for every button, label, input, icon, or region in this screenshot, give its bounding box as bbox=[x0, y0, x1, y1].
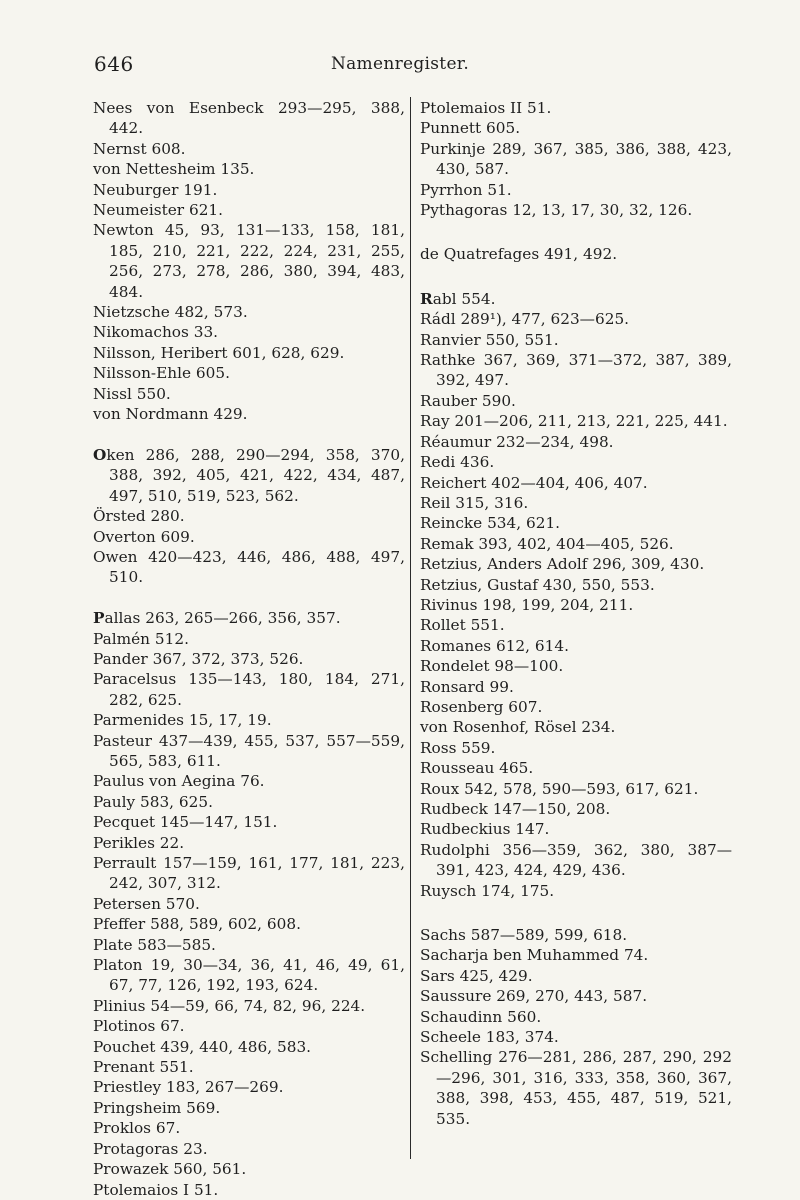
index-entry: Ruysch 174, 175. bbox=[420, 881, 555, 900]
index-entry: Oken 286, 288, 290—294, 358, 370, 388, 392, 405, 421, 422, 434, 487, 497, 510, 519, 523, 562. bbox=[93, 445, 405, 505]
index-entry: Neuburger 191. bbox=[93, 180, 218, 199]
index-entry: Saussure 269, 270, 443, 587. bbox=[420, 987, 648, 1006]
column-divider bbox=[410, 97, 411, 1159]
index-entry: Newton 45, 93, 131—133, 158, 181, 185, 210, 221, 222, 224, 231, 255, 256, 273, 278, 286, 380, 394, 483, 484. bbox=[93, 221, 405, 301]
group-p bbox=[93, 608, 405, 1200]
index-entry: Nietzsche 482, 573. bbox=[93, 303, 248, 322]
group-gap bbox=[93, 425, 405, 445]
index-entry: von Rosenhof, Rösel 234. bbox=[420, 718, 616, 737]
index-entry: von Nettesheim 135. bbox=[93, 160, 255, 179]
index-entry: Pfeffer 588, 589, 602, 608. bbox=[93, 915, 301, 934]
index-entry: Rathke 367, 369, 371—372, 387, 389, 392, 497. bbox=[420, 351, 732, 390]
index-entry: Rollet 551. bbox=[420, 616, 505, 635]
index-entry: Rousseau 465. bbox=[420, 759, 534, 778]
index-entry: Réaumur 232—234, 498. bbox=[420, 432, 614, 451]
index-entry: Rosenberg 607. bbox=[420, 697, 543, 716]
left-column bbox=[93, 98, 405, 1200]
index-entry: Romanes 612, 614. bbox=[420, 636, 569, 655]
index-entry: Redi 436. bbox=[420, 453, 495, 472]
group-r bbox=[420, 289, 732, 901]
index-entry: Petersen 570. bbox=[93, 894, 200, 913]
index-entry: Pringsheim 569. bbox=[93, 1098, 221, 1117]
index-entry: Pecquet 145—147, 151. bbox=[93, 813, 278, 832]
index-entry: Retzius, Gustaf 430, 550, 553. bbox=[420, 575, 655, 594]
index-entry: Perikles 22. bbox=[93, 833, 185, 852]
index-entry: Ray 201—206, 211, 213, 221, 225, 441. bbox=[420, 412, 728, 431]
index-entry: Rondelet 98—100. bbox=[420, 657, 564, 676]
index-entry: Overton 609. bbox=[93, 527, 195, 546]
index-entry: Rabl 554. bbox=[420, 289, 496, 308]
index-entry: Ronsard 99. bbox=[420, 677, 514, 696]
index-entry: Plinius 54—59, 66, 74, 82, 96, 224. bbox=[93, 996, 366, 1015]
index-entry: Ross 559. bbox=[420, 738, 496, 757]
index-entry: Nilsson, Heribert 601, 628, 629. bbox=[93, 343, 345, 362]
group-gap bbox=[420, 220, 732, 244]
index-entry: Roux 542, 578, 590—593, 617, 621. bbox=[420, 779, 699, 798]
index-entry: Nissl 550. bbox=[93, 384, 171, 403]
index-entry: Sachs 587—589, 599, 618. bbox=[420, 926, 628, 945]
index-entry: Pander 367, 372, 373, 526. bbox=[93, 649, 304, 668]
index-entry: Proklos 67. bbox=[93, 1119, 181, 1138]
index-entry: Reincke 534, 621. bbox=[420, 514, 561, 533]
index-entry: Remak 393, 402, 404—405, 526. bbox=[420, 534, 674, 553]
group-p-cont bbox=[420, 98, 732, 220]
group-gap bbox=[420, 901, 732, 925]
index-entry: Ranvier 550, 551. bbox=[420, 330, 559, 349]
index-entry: Nilsson-Ehle 605. bbox=[93, 364, 230, 383]
index-entry: Sacharja ben Muhammed 74. bbox=[420, 946, 649, 965]
index-entry: Pyrrhon 51. bbox=[420, 180, 512, 199]
index-entry: Pythagoras 12, 13, 17, 30, 32, 126. bbox=[420, 201, 693, 220]
index-entry: Pasteur 437—439, 455, 537, 557—559, 565, 583, 611. bbox=[93, 731, 405, 770]
right-column bbox=[420, 98, 732, 1129]
index-entry: Paracelsus 135—143, 180, 184, 271, 282, 625. bbox=[93, 670, 405, 709]
index-entry: Perrault 157—159, 161, 177, 181, 223, 242, 307, 312. bbox=[93, 854, 405, 893]
group-gap bbox=[420, 265, 732, 289]
index-entry: Rudbeck 147—150, 208. bbox=[420, 800, 611, 818]
index-entry: Platon 19, 30—34, 36, 41, 46, 49, 61, 67, 77, 126, 192, 193, 624. bbox=[93, 956, 405, 995]
index-entry: Reichert 402—404, 406, 407. bbox=[420, 473, 648, 492]
index-entry: Nikomachos 33. bbox=[93, 323, 219, 342]
index-entry: Paulus von Aegina 76. bbox=[93, 772, 265, 791]
index-entry: Sars 425, 429. bbox=[420, 966, 533, 985]
index-entry: Prowazek 560, 561. bbox=[93, 1160, 247, 1179]
index-entry: Pouchet 439, 440, 486, 583. bbox=[93, 1037, 312, 1056]
index-entry: de Quatrefages 491, 492. bbox=[420, 245, 618, 264]
index-entry: Scheele 183, 374. bbox=[420, 1028, 559, 1047]
group-q bbox=[420, 244, 732, 264]
index-entry: Rudbeckius 147. bbox=[420, 820, 550, 839]
index-entry: Rivinus 198, 199, 204, 211. bbox=[420, 595, 634, 614]
group-n bbox=[93, 98, 405, 425]
index-entry: Örsted 280. bbox=[93, 507, 185, 526]
index-entry: Retzius, Anders Adolf 296, 309, 430. bbox=[420, 555, 705, 574]
index-entry: Nees von Esenbeck 293—295, 388, 442. bbox=[93, 99, 405, 138]
index-entry: Palmén 512. bbox=[93, 629, 189, 648]
index-entry: Ptolemaios I 51. bbox=[93, 1180, 219, 1199]
index-entry: Schaudinn 560. bbox=[420, 1007, 542, 1026]
group-o bbox=[93, 445, 405, 588]
index-entry: Plate 583—585. bbox=[93, 935, 216, 954]
index-entry: Protagoras 23. bbox=[93, 1139, 208, 1158]
index-entry: Rauber 590. bbox=[420, 391, 516, 410]
index-entry: Nernst 608. bbox=[93, 139, 186, 158]
index-entry: Owen 420—423, 446, 486, 488, 497, 510. bbox=[93, 547, 405, 587]
index-entry: Purkinje 289, 367, 385, 386, 388, 423, 430, 587. bbox=[420, 139, 732, 179]
index-entry: Ptolemaios II 51. bbox=[420, 99, 552, 117]
index-entry: Parmenides 15, 17, 19. bbox=[93, 711, 272, 730]
index-entry: Neumeister 621. bbox=[93, 201, 224, 220]
index-entry: Pallas 263, 265—266, 356, 357. bbox=[93, 609, 341, 628]
running-head: Namenregister. bbox=[330, 54, 470, 74]
index-entry: Reil 315, 316. bbox=[420, 493, 529, 512]
index-entry: Rádl 289¹), 477, 623—625. bbox=[420, 310, 630, 329]
index-entry: Prenant 551. bbox=[93, 1058, 194, 1077]
index-entry: von Nordmann 429. bbox=[93, 405, 248, 424]
group-s bbox=[420, 925, 732, 1129]
index-entry: Priestley 183, 267—269. bbox=[93, 1078, 284, 1097]
index-entry: Plotinos 67. bbox=[93, 1017, 185, 1036]
page-number: 646 bbox=[94, 52, 134, 76]
group-gap bbox=[93, 588, 405, 608]
index-entry: Schelling 276—281, 286, 287, 290, 292—296, 301, 316, 333, 358, 360, 367, 388, 398, 453, 455, 487, 519, 521, 535. bbox=[420, 1048, 732, 1128]
index-entry: Rudolphi 356—359, 362, 380, 387—391, 423, 424, 429, 436. bbox=[420, 840, 732, 880]
index-entry: Pauly 583, 625. bbox=[93, 792, 213, 811]
index-entry: Punnett 605. bbox=[420, 119, 521, 138]
